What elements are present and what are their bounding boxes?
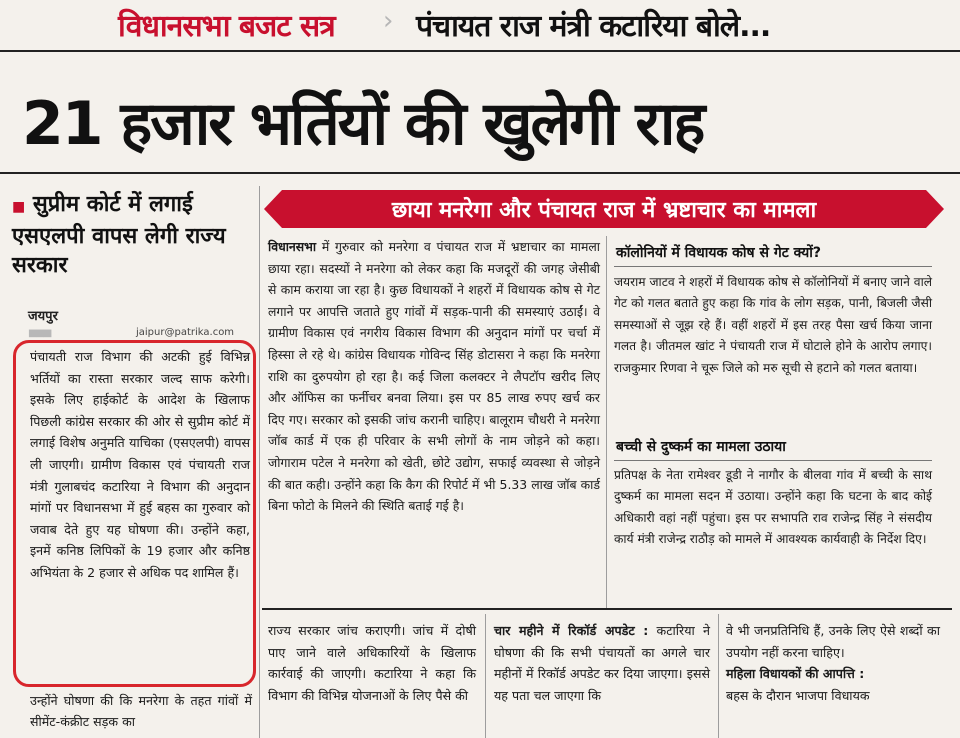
headline: 21 हजार भर्तियों की खुलेगी राह (22, 89, 704, 159)
section-divider (614, 266, 932, 267)
bottom-col-2-body: कटारिया ने घोषणा की कि सभी पंचायतों का अगले चार महीनों में रिकॉर्ड अपडेट कर दिया जाएगा। इससे यह पता चल जाएगा कि (494, 623, 710, 703)
story-banner (264, 186, 944, 232)
right-top-title: कॉलोनियों में विधायक कोष से गेट क्यों? (616, 245, 822, 261)
kicker-bar (0, 0, 960, 46)
chevron-right-icon: › (383, 6, 394, 36)
right-bottom-body: प्रतिपक्ष के नेता रामेश्वर डूडी ने नागौर के बीलवा गांव में बच्ची के साथ दुष्कर्म का मामला सदन में उठाया। उन्होंने कहा कि घटना के बाद कोई अधिकारी वहां नहीं पहुंचा। इस पर सभापति राव राजेन्द्र सिंह ने संसदीय कार्य मंत्री राजेन्द्र राठौड़ को मामले में आवश्यक कार्यवाही के निर्देश दिए। (614, 468, 932, 547)
lead-continued: उन्होंने घोषणा की कि मनरेगा के तहत गांवों में सीमेंट-कंक्रीट सड़क का (30, 693, 252, 729)
bottom-col-2-head: चार महीने में रिकॉर्ड अपडेट : (494, 623, 649, 638)
bottom-col-3-head: महिला विधायकों की आपत्ति : (726, 666, 865, 682)
middle-lead-word: विधानसभा (268, 239, 317, 254)
banner-title: छाया मनरेगा और पंचायत राज में भ्रष्टाचार का मामला (391, 198, 817, 223)
middle-body: में गुरुवार को मनरेगा व पंचायत राज में भ्रष्टाचार का मामला छाया रहा। सदस्यों ने मनरेगा को लेकर कहा कि मजदूरों की जगह जेसीबी से काम कराया जा रहा है। कुछ विधायकों ने शहरों में विधायक कोष से गेट लगाने पर आपत्ति जताते हुए गांवों में सड़क-पानी की समस्याएं उठाईं। वे ग्रामीण विकास एवं नगरीय विकास विभाग की अनुदान मांगों पर चर्चा में हिस्सा ले रहे थे। कांग्रेस विधायक गोविन्द सिंह डोटासरा ने कहा कि मनरेगा राशि का दुरुपयोग हो रहा है। कई जिला कलक्टर ने लैपटॉप खरीद लिए और ऑफिस का फर्नीचर बनवा लिया। इस पर 85 लाख रुपए खर्च कर दिए गए। सरकार को इसकी जांच करानी चाहिए। बालूराम चौधरी ने मनरेगा जॉब कार्ड में एक ही परिवार के सभी लोगों के नाम जोड़ने को कहा। जोगाराम पटेल ने मनरेगा को खेती, छोटे उद्योग, सफाई व्यवस्था से जोड़ने की बात कही। उन्होंने कहा कि कैग की रिपोर्ट में भी 5.33 लाख जॉब कार्ड बिना फोटो के मिलने की स्थिति बताई गई है। (268, 239, 600, 514)
bottom-col-3 (726, 620, 940, 706)
dateline-bars-icon: ■■■ (28, 328, 51, 339)
column-divider (259, 186, 260, 738)
topic-kicker: पंचायत राज मंत्री कटारिया बोले... (416, 9, 771, 44)
column-divider (485, 614, 486, 738)
reporter-email[interactable]: jaipur@patrika.com (136, 327, 235, 338)
lead-paragraph: पंचायती राज विभाग की अटकी हुई विभिन्न भर्तियों का रास्ता सरकार जल्द साफ करेगी। इसके लिए हाईकोर्ट के आदेश के खिलाफ पिछली कांग्रेस सरकार की ओर से सुप्रीम कोर्ट में लगाई विशेष अनुमति याचिका (एसएलपी) वापस ली जाएगी। ग्रामीण विकास एवं पंचायती राज मंत्री गुलाबचंद कटारिया ने विभाग की अनुदान मांगों पर विधानसभा में हुई बहस का गुरुवार को जवाब देते हुए यह घोषणा की। उन्होंने कहा, इनमें कनिष्ठ लिपिकों के 19 हजार और कनिष्ठ अभियंता के 2 हजार से अधिक पद शामिल हैं। (30, 349, 250, 580)
bottom-divider (262, 608, 952, 610)
column-divider (718, 614, 719, 738)
right-bottom-title: बच्ची से दुष्कर्म का मामला उठाया (616, 439, 786, 455)
subhead-text: सुप्रीम कोर्ट में लगाई एसएलपी वापस लेगी राज्य सरकार (12, 192, 226, 278)
section-kicker: विधानसभा बजट सत्र (118, 9, 335, 44)
subhead (12, 190, 255, 280)
headline-divider (0, 172, 960, 174)
section-divider (614, 460, 932, 461)
bottom-col-2 (494, 620, 710, 706)
top-divider (0, 50, 960, 52)
bottom-col-3-body: वे भी जनप्रतिनिधि हैं, उनके लिए ऐसे शब्दों का उपयोग नहीं करना चाहिए। (726, 623, 940, 660)
bottom-col-1: राज्य सरकार जांच कराएगी। जांच में दोषी पाए जाने वाले अधिकारियों के खिलाफ कार्रवाई की जाएगी। कटारिया ने कहा कि विभाग की विभिन्न योजनाओं के लिए पैसे की (268, 623, 476, 703)
bullet-icon: ■ (12, 199, 26, 215)
dateline: जयपुर (28, 309, 58, 324)
middle-story (268, 236, 600, 517)
bottom-col-3-tail: बहस के दौरान भाजपा विधायक (726, 687, 870, 703)
right-top-body: जयराम जाटव ने शहरों में विधायक कोष से कॉलोनियों में बनाए जाने वाले गेट को गलत बताते हुए कहा कि गांव के लोग सड़क, पानी, बिजली जैसी समस्याओं से जूझ रहे हैं। वहीं शहरों में इस तरह पैसा खर्च किया जाना गलत है। जीतमल खांट ने पंचायती राज में घोटाले होने के आरोप लगाए। राजकुमार रिणवा ने चूरू जिले को मरु सूची से हटाने को गलत बताया। (614, 275, 932, 375)
column-divider (606, 236, 607, 608)
